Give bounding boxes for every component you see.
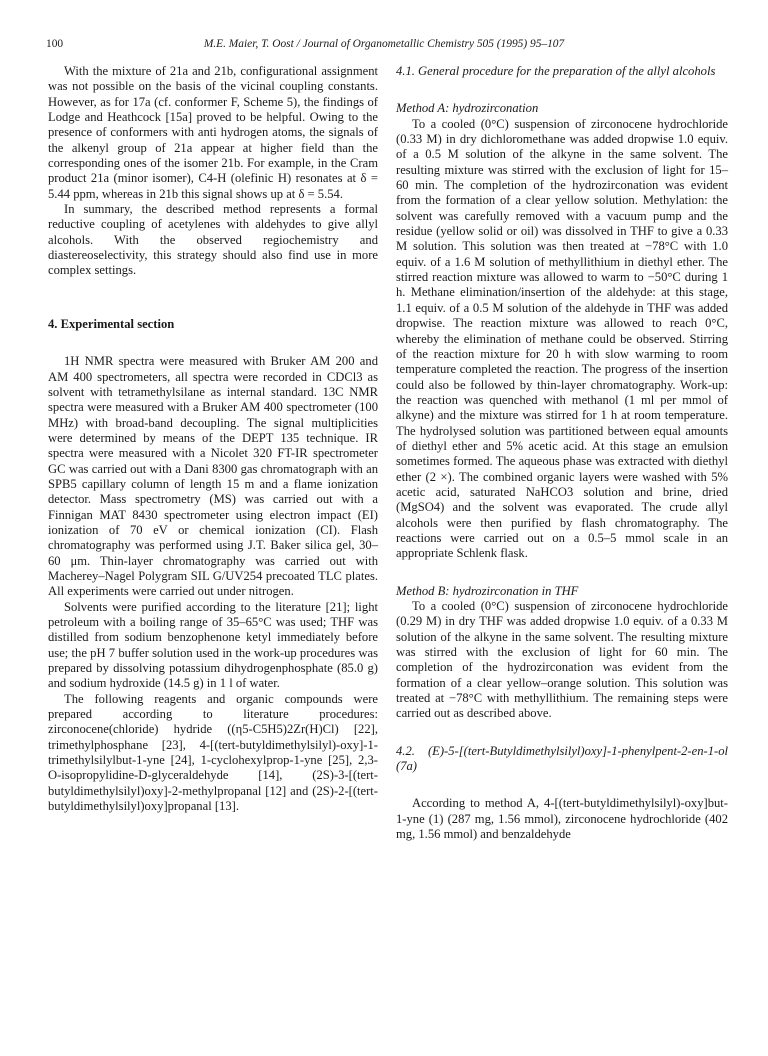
paragraph-compound-7a: According to method A, 4-[(tert-butyldimethylsilyl)-oxy]but-1-yne (1) (287 mg, 1.56 mmol), zirconocene hydrochloride (402 mg, 1.56 mmol) and benzaldehyde xyxy=(396,796,728,842)
left-column xyxy=(48,64,378,814)
section-heading-experimental: 4. Experimental section xyxy=(48,316,175,331)
paragraph-solvents: Solvents were purified according to the literature [21]; light petroleum with a boiling range of 35–65°C was used; THF was distilled from sodium benzophenone ketyl immediately before use; the pH 7 buffer solution used in the work-up procedures was prepared by dissolving potassium dihydrogenphosphate (85.0 g) and sodium hydroxide (14.5 g) in 1 l of water. xyxy=(48,599,378,691)
right-column xyxy=(396,64,728,842)
paragraph-summary: In summary, the described method represents a formal reductive coupling of acetylenes with aldehydes to give allyl alcohols. With the observed regiochemistry and diastereoselectivity, this strategy should also find use in more complex settings. xyxy=(48,202,378,278)
method-b-title: Method B: hydrozirconation in THF xyxy=(396,583,579,598)
subsection-heading-4-2: 4.2. (E)-5-[(tert-Butyldimethylsilyl)oxy]-1-phenylpent-2-en-1-ol (7a) xyxy=(396,743,728,774)
method-a-title: Method A: hydrozirconation xyxy=(396,101,539,116)
paragraph-instrumentation: 1H NMR spectra were measured with Bruker AM 200 and AM 400 spectrometers, all spectra were recorded in CDCl3 as solvent with tetramethylsilane as internal standard. 13C NMR spectra were measured with a Bruker AM 400 spectrometer (100 MHz) with broad-band decoupling. The signal multiplicities were determined by means of the DEPT 135 technique. IR spectra were measured with a Nicolet 320 FT-IR spectrometer GC was carried out with a Dani 8300 gas chromatograph with an SPB5 capillary column of length 15 m and a flame ionization detector. Mass spectrometry (MS) was carried out with a Finnigan MAT 8430 spectrometer using electron impact (EI) ionization of 70 eV or chemical ionization (CI). Flash chromatography was performed using J.T. Baker silica gel, 30–60 μm. Thin-layer chromatography was carried out with Macherey–Nagel Polygram SIL G/UV254 precoated TLC plates. All experiments were carried out under nitrogen. xyxy=(48,354,378,599)
method-a-text: To a cooled (0°C) suspension of zirconocene hydrochloride (0.33 M) in dry dichloromethane was added dropwise 1.0 equiv. of a 0.5 M solution of the alkyne in the same solvent. The resulting mixture was stirred with the exclusion of light for 15–60 min. The completion of the hydrozirconation was evident from the formation of a clear yellow solution. Methylation: the solvent was carefully removed with a vacuum pump and the residue (yellow solid or oil) was dissolved in THF to give a 0.33 M solution. This solution was then treated at −78°C with 1.0 equiv. of a 1.6 M solution of methyllithium in diethyl ether. The stirred reaction mixture was allowed to warm to −50°C during 1 h. Methane elimination/insertion of the aldehyde: at this stage, 1.1 equiv. of a 0.5 M solution of the aldehyde in THF was added dropwise. The reaction mixture was allowed to reach 0°C, whereby the elimination of methane could be observed. Stirring of the reaction mixture for 20 h with slow warming to room temperature completed the reaction. The progress of the insertion could also be followed by thin-layer chromatography. Work-up: the reaction was quenched with methanol (1 ml per mmol of alkyne) and the mixture was stirred for 1 h at room temperature. The hydrolysed solution was partitioned between equal amounts of diethyl ether and 5% acetic acid. At this stage an emulsion sometimes formed. The aqueous phase was extracted with diethyl ether (2 ×). The combined organic layers were washed with 5% acetic acid, saturated NaHCO3 solution and brine, dried (MgSO4) and the solvent was evaporated. The crude allyl alcohols were then purified by flash chromatography. The reactions were carried out on a 0.5–5 mmol scale in an appropriate Schlenk flask. xyxy=(396,116,728,561)
method-b-text: To a cooled (0°C) suspension of zirconocene hydrochloride (0.29 M) in dry THF was added dropwise 1.0 equiv. of a 0.33 M solution of the alkyne in the same solvent. The resulting mixture was stirred with the exclusion of light for 60 min. The completion of the hydrozirconation was evident from the formation of a clear yellow–orange solution. This solution was treated at −78°C with methyllithium. The remaining steps were carried out as described above. xyxy=(396,599,728,721)
running-title: M.E. Maier, T. Oost / Journal of Organometallic Chemistry 505 (1995) 95–107 xyxy=(203,38,565,50)
page-header xyxy=(34,36,734,52)
paragraph-configurational-assignment: With the mixture of 21a and 21b, configurational assignment was not possible on the basis of the vicinal coupling constants. However, as for 17a (cf. conformer F, Scheme 5), the findings of Lodge and Heathcock [15a] proved to be helpful. Owing to the presence of conformers with anti hydrogen atoms, the signals of the alkenyl group of 21a appear at higher field than the corresponding ones of the isomer 21b. For example, in the Cram product 21a (minor isomer), C4-H (olefinic H) resonates at δ = 5.44 ppm, whereas in 21b this signal shows up at δ = 5.54. xyxy=(48,64,378,201)
subsection-heading-4-1: 4.1. General procedure for the preparation of the allyl alcohols xyxy=(396,64,716,78)
page-number: 100 xyxy=(46,38,64,50)
paragraph-reagents: The following reagents and organic compounds were prepared according to literature procedures: zirconocene(chloride) hydride ((η5-C5H5)2Zr(H)Cl) [22], trimethylphosphane [23], 4-[(tert-butyldimethylsilyl)-oxy]-1-trimethylsilylbut-1-yne [24], 1-cyclohexylprop-1-yne [25], 2,3-O-isopropylidine-D-glyceraldehyde [14], (2S)-3-[(tert-butyldimethylsilyl)oxy]-2-methylpropanal [12] and (2S)-2-[(tert-butyldimethylsilyl)oxy]propanal [13]. xyxy=(48,691,378,814)
